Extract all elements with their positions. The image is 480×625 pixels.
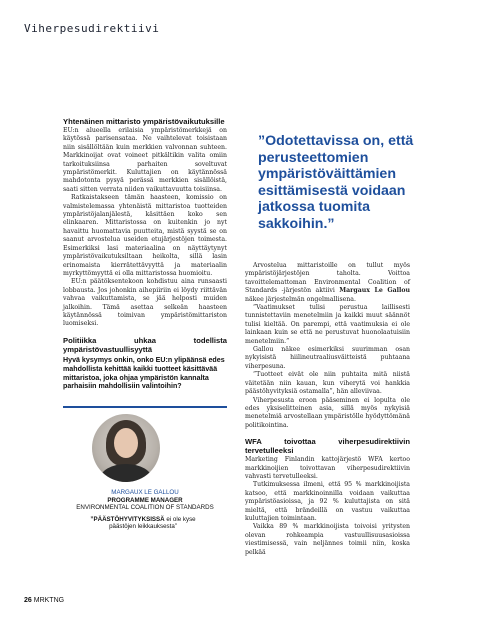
portrait-face	[114, 428, 138, 458]
profile-name: MARGAUX LE GALLOU	[111, 489, 179, 496]
section-header: Viherpesudirektiivi	[24, 22, 160, 35]
profile-quote-rest: ei ole kyse päästöjen leikkauksesta”	[109, 516, 196, 531]
text-span: Arvostelua mittaristoille on tullut myös ympäristöjärjestöjen taholta. Voittoa tavoittelemattoman Environmental Coalition of Standards -järjestön aktiivi	[245, 262, 410, 295]
text-span: näkee järjestelmän ongelmallisena.	[245, 295, 356, 303]
pull-quote: ”Odotettavissa on, että perusteettomien ympäristöväittämien esittämisestä voidaan jatkossa tuomita sakkoihin.”	[258, 133, 414, 232]
profile-org: ENVIRONMENTAL COALITION OF STANDARDS	[76, 504, 214, 512]
paragraph: Viherpesusta eroon pääseminen ei lopulta ole edes yksiselitteinen asia, sillä myös nykyisiä menetelmiä arvostellaan ympäristölle hyödyttömänä politikointina.	[245, 396, 410, 429]
profile-photo	[92, 414, 160, 482]
person-name: Margaux Le Gallou	[339, 287, 411, 295]
profile-role: PROGRAMME MANAGER	[107, 496, 183, 504]
profile-caption	[63, 489, 227, 512]
paragraph: ”Vaatimukset tulisi perustua laillisesti tunnistettaviin menetelmiin ja kaikki muut säännöt tulisi kieltää. On parempi, että vaatimuksia ei ole lainkaan kuin se että ne perustuvat huonolaatuisiin menetelmiin.”	[245, 304, 410, 345]
subheading-unified-metrics: Yhtenäinen mittaristo ympäristövaikutuksille	[63, 117, 225, 126]
paragraph: Ratkaistakseen tämän haasteen, komissio on valmistelemassa yhtenäistä mittaristoa tuotteiden ympäristöjalanjälestä, käsittäen koko sen elinkaaren. Mittaristossa on kuitenkin jo nyt havaittu huomattavia puutteita, mistä syystä se on saanut arvostelua useiden etujärjestöjen toimesta. Esimerkiksi lasi materiaalina on näyttäytynyt ympäristövaikutuksiltaan heikolta, sillä lasin erinomaista kierrätettävyyttä ja materiaalin myrkyttömyyttä ei olla mittaristossa huomioitu.	[63, 194, 227, 277]
paragraph: EU:n alueella erilaisia ympäristömerkkejä on käytössä parisensataa. Ne vaihtelevat toisistaan niin sisällöltään kuin merkkien valvonnan suhteen. Markkinoijat ovat voineet pitkältikin valita omiin tarkoituksiinsa parhaiten soveltuvat ympäristömerkit. Kuluttajien on käytännössä mahdotonta pysyä perässä merkkien sisällöistä, saati sitten verrata niiden vaikuttavuutta toisiinsa.	[63, 127, 227, 193]
accent-divider	[63, 406, 227, 408]
left-column	[63, 117, 227, 391]
subheading-wfa: WFA toivottaa viherpesudirektiivin tervetulleeksi	[245, 437, 410, 456]
subheading-politics: Politiikka uhkaa todellista ympäristövastuullisyyttä	[63, 335, 227, 354]
profile-quote-bold: ”PÄÄSTÖHYVITYKSISSÄ	[90, 516, 165, 523]
magazine-name: MRKTNG	[33, 597, 65, 604]
page-footer	[24, 597, 64, 604]
paragraph: ”Tuotteet eivät ole niin puhtaita mitä niistä väitetään niin kauan, kun viherytä voi hankkia päästöhyvityksiä ostamalla”, hän alleviivaa.	[245, 371, 410, 396]
bold-question: Hyvä kysymys onkin, onko EU:n ylipäänsä edes mahdollista kehittää kaikki tuotteet käsittävää mittaristoa, joka ohjaa ympäristön kannalta parhaisiin mahdollisiin valintoihin?	[63, 355, 225, 391]
page-number: 26	[24, 597, 32, 604]
paragraph	[245, 262, 410, 304]
portrait-body	[100, 464, 152, 482]
paragraph: Vaikka 89 % markkinoijista toivoisi yritysten olevan rohkeampia vastuullisuusasioissa viestimisessä, vain neljännes toimii niin, koska pelkää	[245, 523, 410, 556]
profile-quote	[88, 516, 198, 531]
paragraph: Tutkimuksessa ilmeni, että 95 % markkinoijista katsoo, että markkinoinnilla voidaan vaikuttaa ympäristöasioissa, ja 92 % kuluttajista on sitä mieltä, että brändeillä on vastuu vaikuttaa kuluttajien toimintaan.	[245, 481, 410, 522]
right-column	[245, 262, 410, 557]
paragraph: Marketing Finlandin kattojärjestö WFA kertoo markkinoijien toivottavan viherpesudirektiivin vahvasti tervetulleeksi.	[245, 456, 410, 480]
paragraph: Gallou näkee esimerkiksi suurimman osan nykyisistä hiilineutraaliusväitteistä puhtaana viherpesuna.	[245, 346, 410, 370]
paragraph: EU:n päätöksentekoon kohdistuu aina runsaasti lobbausta. Jos johonkin aihepiiriin ei löydy riittävän vahvaa vaikuttamista, se jää helposti muiden jalkoihin. Tämä asettaa selkeän haasteen käytännössä toimivan ympäristömittariston luomiseksi.	[63, 278, 227, 328]
